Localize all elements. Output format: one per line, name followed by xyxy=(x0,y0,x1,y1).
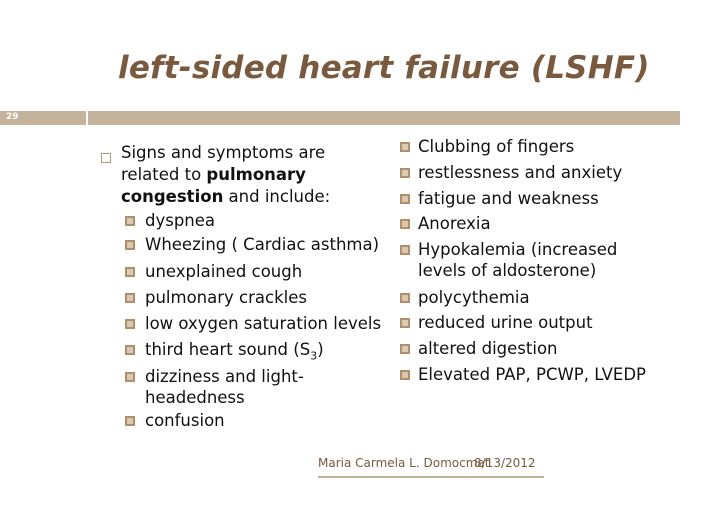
intro-line-2 xyxy=(121,164,306,186)
intro-line-2-text: related to xyxy=(121,165,207,184)
footer-rule xyxy=(318,476,544,478)
bullet-filled-icon xyxy=(125,293,135,303)
bullet-hollow-icon xyxy=(101,153,111,163)
bullet-filled-icon xyxy=(125,416,135,426)
left-item: dyspnea xyxy=(145,211,216,230)
left-item: dizziness and light- xyxy=(145,367,304,386)
right-item: Elevated PAP, PCWP, LVEDP xyxy=(418,365,646,384)
bullet-filled-icon xyxy=(400,168,410,178)
left-item-s3-text: third heart sound (S xyxy=(145,340,311,359)
bullet-filled-icon xyxy=(400,142,410,152)
bullet-filled-icon xyxy=(400,293,410,303)
right-item: reduced urine output xyxy=(418,313,593,332)
bullet-filled-icon xyxy=(400,194,410,204)
left-item: unexplained cough xyxy=(145,262,303,281)
right-item: fatigue and weakness xyxy=(418,189,599,208)
title-band xyxy=(0,111,680,125)
s3-close: ) xyxy=(317,340,324,359)
left-item-continuation: headedness xyxy=(145,388,245,407)
bullet-filled-icon xyxy=(125,372,135,382)
bullet-filled-icon xyxy=(400,245,410,255)
intro-line-3 xyxy=(121,186,330,208)
bullet-filled-icon xyxy=(125,319,135,329)
slide-title: left-sided heart failure (LSHF) xyxy=(118,50,650,86)
footer-date: 8/13/2012 xyxy=(474,456,536,470)
intro-bold-congestion: congestion xyxy=(121,187,224,206)
bullet-filled-icon xyxy=(125,240,135,250)
right-item: Anorexia xyxy=(418,214,491,233)
band-divider xyxy=(86,111,88,125)
left-item: pulmonary crackles xyxy=(145,288,307,307)
right-item: polycythemia xyxy=(418,288,530,307)
bullet-filled-icon xyxy=(125,267,135,277)
right-item: altered digestion xyxy=(418,339,558,358)
bullet-filled-icon xyxy=(400,219,410,229)
left-item-s3 xyxy=(145,339,324,367)
bullet-filled-icon xyxy=(125,345,135,355)
slide-number: 29 xyxy=(6,112,19,122)
intro-line-3-text: and include: xyxy=(223,187,331,206)
s3-subscript: 3 xyxy=(310,349,318,363)
bullet-filled-icon xyxy=(400,370,410,380)
right-item: Clubbing of fingers xyxy=(418,137,575,156)
bullet-filled-icon xyxy=(400,318,410,328)
right-item: restlessness and anxiety xyxy=(418,163,623,182)
left-item: confusion xyxy=(145,411,225,430)
right-item-continuation: levels of aldosterone) xyxy=(418,261,597,280)
right-item: Hypokalemia (increased xyxy=(418,240,618,259)
footer-author: Maria Carmela L. Domocmat xyxy=(318,456,490,470)
intro-line-1: Signs and symptoms are xyxy=(121,143,326,162)
left-item: low oxygen saturation levels xyxy=(145,314,382,333)
intro-bold-pulmonary: pulmonary xyxy=(206,165,306,184)
left-item: Wheezing ( Cardiac asthma) xyxy=(145,235,380,254)
bullet-filled-icon xyxy=(125,216,135,226)
bullet-filled-icon xyxy=(400,344,410,354)
